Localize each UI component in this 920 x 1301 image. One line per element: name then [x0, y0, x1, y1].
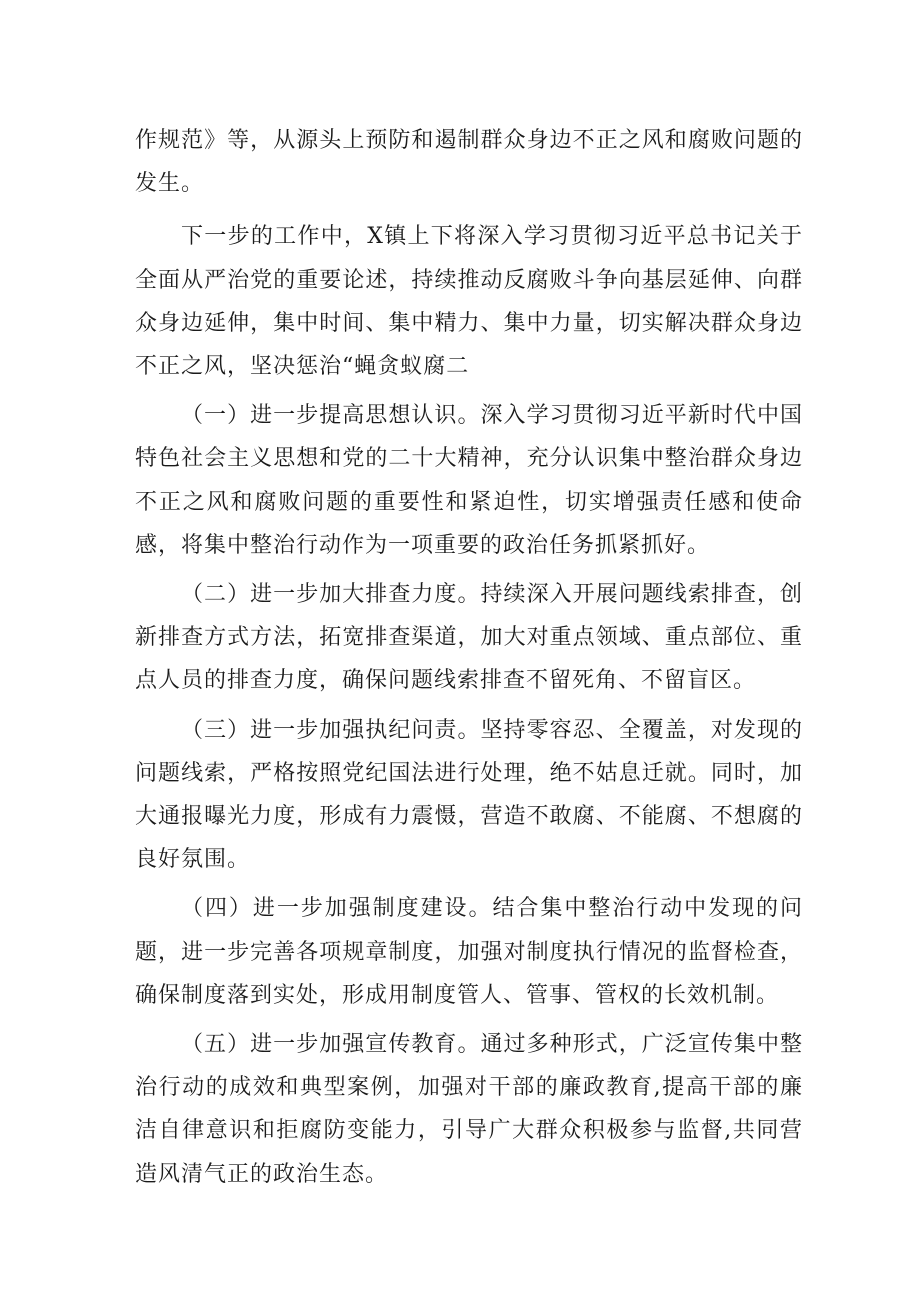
paragraph-item-3: （三）进一步加强执纪问责。坚持零容忍、全覆盖，对发现的问题线索，严格按照党纪国法进行处理，绝不姑息迁就。同时，加大通报曝光力度，形成有力震慑，营造不敢腐、不能腐、不想腐的良好氛围。 — [135, 717, 803, 873]
paragraph-item-2: （二）进一步加大排查力度。持续深入开展问题线索排查，创新排查方式方法，拓宽排查渠道，加大对重点领域、重点部位、重点人员的排查力度，确保问题线索排查不留死角、不留盲区。 — [135, 582, 803, 694]
paragraph-next-steps: 下一步的工作中，X镇上下将深入学习贯彻习近平总书记关于全面从严治党的重要论述，持续推动反腐败斗争向基层延伸、向群众身边延伸，集中时间、集中精力、集中力量，切实解决群众身边不正之风，坚决惩治“蝇贪蚁腐二 — [135, 224, 803, 380]
document-page — [135, 119, 803, 1196]
paragraph-continuation: 作规范》等，从源头上预防和遏制群众身边不正之风和腐败问题的发生。 — [135, 128, 803, 197]
paragraph-item-5: （五）进一步加强宣传教育。通过多种形式，广泛宣传集中整治行动的成效和典型案例，加强对干部的廉政教育,提高干部的廉洁自律意识和拒腐防变能力，引导广大群众积极参与监督,共同营造风清气正的政治生态。 — [135, 1032, 803, 1187]
paragraph-item-1: （一）进一步提高思想认识。深入学习贯彻习近平新时代中国特色社会主义思想和党的二十大精神，充分认识集中整治群众身边不正之风和腐败问题的重要性和紧迫性，切实增强责任感和使命感，将集中整治行动作为一项重要的政治任务抓紧抓好。 — [135, 403, 803, 558]
paragraph-item-4: （四）进一步加强制度建设。结合集中整治行动中发现的问题，进一步完善各项规章制度，加强对制度执行情况的监督检查，确保制度落到实处，形成用制度管人、管事、管权的长效机制。 — [135, 896, 803, 1008]
